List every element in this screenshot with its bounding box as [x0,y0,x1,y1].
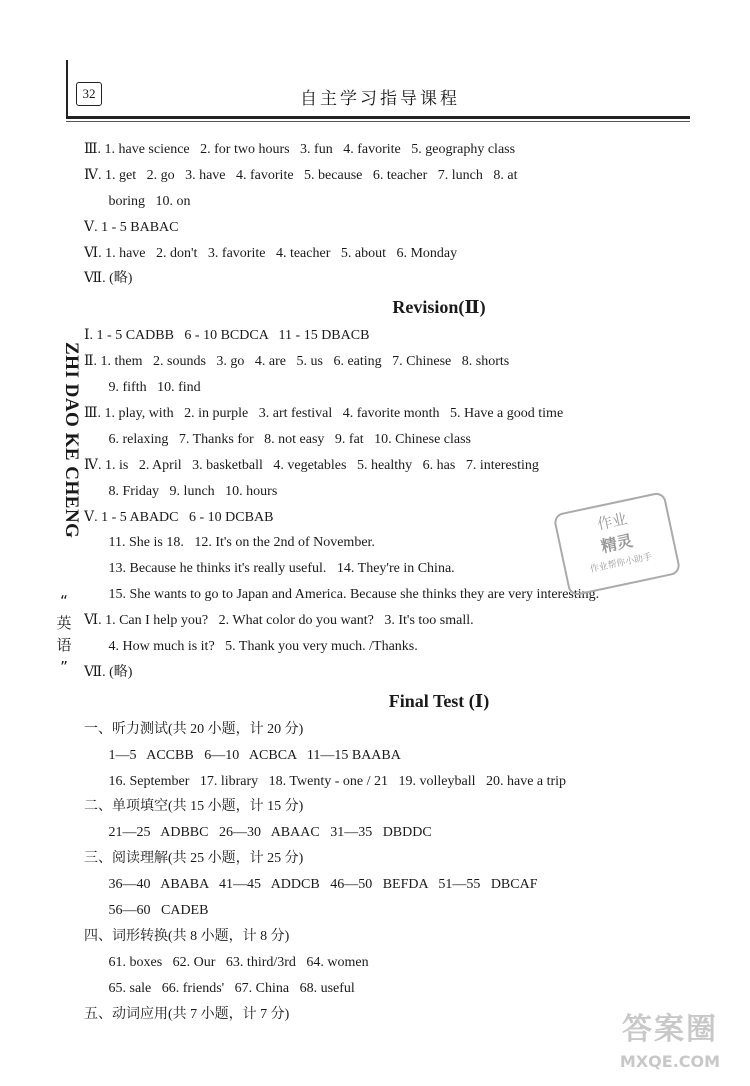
answer-line: 四、词形转换(共 8 小题，计 8 分) [84,928,290,944]
watermark-line: MXQE.COM [619,1052,721,1071]
final-test-title: Final Test (Ⅰ) [388,690,490,711]
answer-line: Ⅶ. (略) [84,271,133,287]
answer-line: 一、听力测试(共 20 小题，计 20 分) [84,721,304,737]
answer-line: 6. relaxing 7. Thanks for 8. not easy 9. fat 10. Chinese class [84,431,472,447]
answer-line: 五、动词应用(共 7 小题，计 7 分) [84,1006,290,1022]
side-label-text: ZHI DAO KE CHENG [61,342,82,539]
answer-line: Ⅱ. 1. them 2. sounds 3. go 4. are 5. us 6. eating 7. Chinese 8. shorts [84,354,510,370]
section1 [84,137,704,292]
answer-line: Ⅵ. 1. have 2. don't 3. favorite 4. teacher 5. about 6. Monday [84,245,458,261]
answer-line: 36—40 ABABA 41—45 ADDCB 46—50 BEFDA 51—55 DBCAF [84,877,538,893]
answer-line: 61. boxes 62. Our 63. third/3rd 64. women [84,954,369,970]
answer-line: Ⅲ. 1. have science 2. for two hours 3. fun 4. favorite 5. geography class [84,142,516,157]
stamp-line: 精灵 [599,530,635,557]
answer-line: 16. September 17. library 18. Twenty - one / 21 19. volleyball 20. have a trip [84,773,567,789]
header-vertical-rule [66,60,68,118]
answer-line: Ⅴ. 1 - 5 ABADC 6 - 10 DCBAB [84,509,274,525]
side-label [46,342,82,682]
final-test-section [84,717,704,1028]
answer-line: 二、单项填空(共 15 小题，计 15 分) [84,799,304,815]
answer-line: 11. She is 18. 12. It's on the 2nd of November. [84,535,375,551]
page-number: 32 [76,82,102,106]
answer-line: Ⅰ. 1 - 5 CADBB 6 - 10 BCDCA 11 - 15 DBACB [84,328,370,344]
answer-line: 21—25 ADBBC 26—30 ABAAC 31—35 DBDDC [84,825,432,841]
answer-line: 三、阅读理解(共 25 小题，计 25 分) [84,851,304,867]
header-title: 自主学习指导课程 [300,89,460,109]
answer-line: Ⅲ. 1. play, with 2. in purple 3. art festival 4. favorite month 5. Have a good time [84,406,564,422]
answer-line: 1—5 ACCBB 6—10 ACBCA 11—15 BAABA [84,747,401,763]
stamp-line: 作业帮你小助手 [589,552,654,576]
revision-title: Revision(Ⅱ) [392,297,486,318]
site-watermark [600,1010,740,1086]
side-label-decoration: “ 英 语 ” [56,592,72,676]
header-rule [66,116,690,119]
answer-line: 8. Friday 9. lunch 10. hours [84,483,278,499]
answer-line: boring 10. on [84,193,191,209]
watermark-line: 答案圈 [622,1012,718,1047]
answer-line: 9. fifth 10. find [84,380,201,396]
header-rule-thin [66,121,690,122]
stamp-line: 作业 [595,509,629,534]
answer-line: Ⅳ. 1. get 2. go 3. have 4. favorite 5. because 6. teacher 7. lunch 8. at [84,167,518,183]
answer-line: Ⅴ. 1 - 5 BABAC [84,219,179,235]
answer-line: Ⅳ. 1. is 2. April 3. basketball 4. vegetables 5. healthy 6. has 7. interesting [84,457,539,473]
answer-line: 65. sale 66. friends' 67. China 68. useful [84,980,355,996]
answer-line: 15. She wants to go to Japan and America. Because she thinks they are very interesting. [84,587,600,603]
answer-line: 13. Because he thinks it's really useful. 14. They're in China. [84,561,455,577]
answer-line: 4. How much is it? 5. Thank you very much. /Thanks. [84,639,418,655]
answer-line: 56—60 CADEB [84,903,209,919]
answer-line: Ⅶ. (略) [84,664,133,680]
answer-line: Ⅵ. 1. Can I help you? 2. What color do you want? 3. It's too small. [84,613,474,629]
